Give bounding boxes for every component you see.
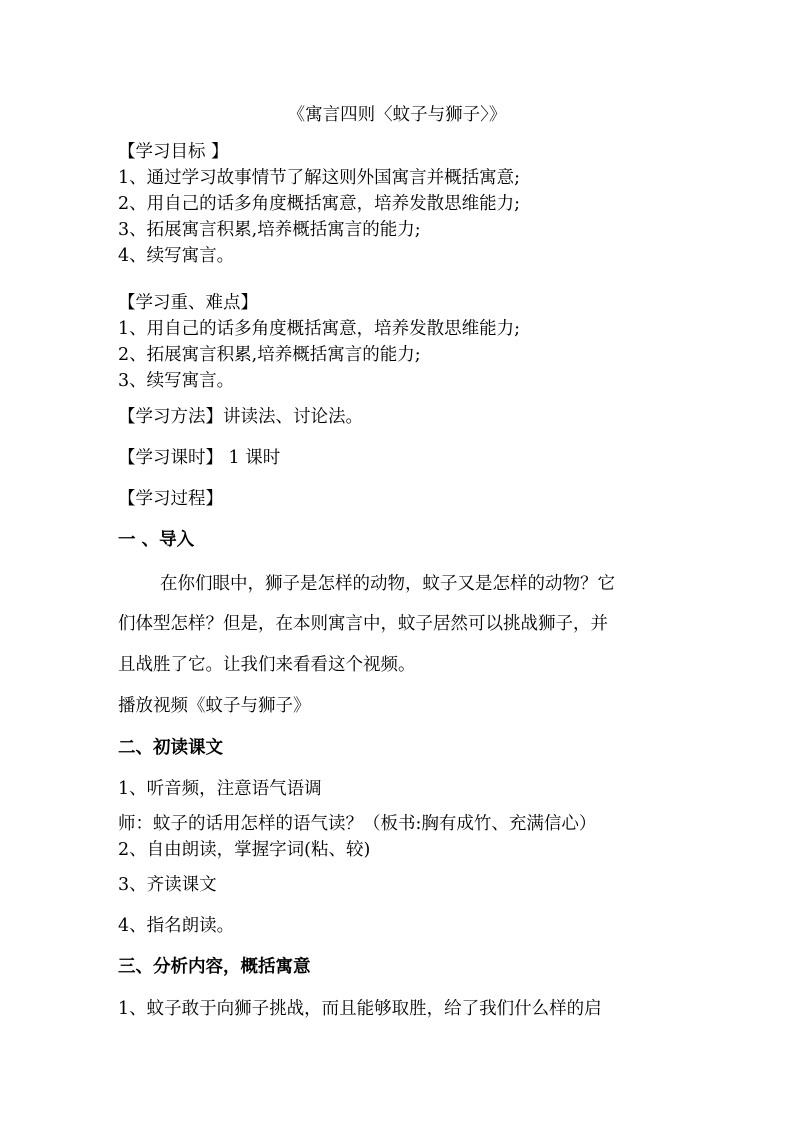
methods-line: 【学习方法】讲读法、讨论法。: [118, 407, 363, 427]
section-heading: 一 、导入: [118, 530, 195, 550]
reading-item: 4、指名朗读。: [118, 916, 235, 936]
intro-paragraph-line: 们体型怎样？但是，在本则寓言中，蚊子居然可以挑战狮子，并: [118, 614, 608, 634]
hours-line: 【学习课时】 1 课时: [118, 448, 281, 468]
key-point-item: 1、用自己的话多角度概括寓意，培养发散思维能力;: [118, 319, 521, 339]
objective-item: 2、用自己的话多角度概括寓意，培养发散思维能力;: [118, 194, 521, 214]
reading-item: 3、齐读课文: [118, 875, 217, 895]
objectives-heading: 【学习目标 】: [118, 142, 229, 162]
objective-item: 3、拓展寓言积累,培养概括寓言的能力;: [118, 220, 421, 240]
reading-item: 1、听音频，注意语气语调: [118, 779, 322, 799]
reading-item: 2、自由朗读，掌握字词(粘、较): [118, 840, 371, 860]
analysis-item: 1、蚊子敢于向狮子挑战，而且能够取胜，给了我们什么样的启: [118, 999, 602, 1019]
intro-paragraph-line: 在你们眼中，狮子是怎样的动物，蚊子又是怎样的动物？它: [160, 574, 615, 594]
key-point-item: 3、续写寓言。: [118, 371, 235, 391]
section-heading: 三、分析内容，概括寓意: [118, 957, 311, 977]
video-line: 播放视频《蚊子与狮子》: [118, 696, 311, 716]
intro-paragraph-line: 且战胜了它。让我们来看看这个视频。: [118, 655, 416, 675]
key-points-heading: 【学习重、难点】: [118, 293, 258, 313]
key-point-item: 2、拓展寓言积累,培养概括寓言的能力;: [118, 345, 421, 365]
objective-item: 4、续写寓言。: [118, 246, 235, 266]
section-heading: 二、初读课文: [118, 738, 223, 758]
document-title: 《寓言四则〈蚊子与狮子〉》: [287, 105, 507, 125]
process-heading: 【学习过程】: [118, 489, 223, 509]
objective-item: 1、通过学习故事情节了解这则外国寓言并概括寓意;: [118, 168, 521, 188]
teacher-question: 师：蚊子的话用怎样的语气读？（板书:胸有成竹、充满信心）: [118, 814, 597, 834]
